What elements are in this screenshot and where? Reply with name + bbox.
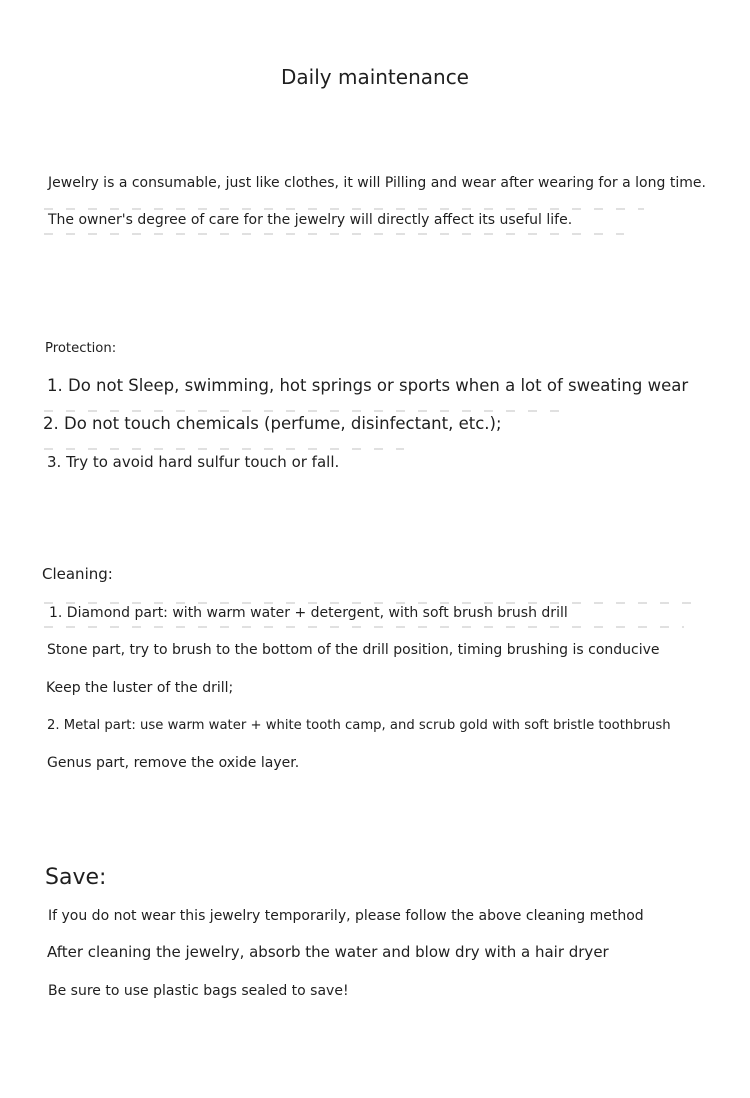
cleaning-line-1: 1. Diamond part: with warm water + detergent, with soft brush brush drill xyxy=(49,605,568,621)
cleaning-line-4: 2. Metal part: use warm water + white tooth camp, and scrub gold with soft bristle toothbrush xyxy=(47,718,671,733)
ghost-text-strip xyxy=(44,602,704,604)
cleaning-line-3: Keep the luster of the drill; xyxy=(46,680,234,696)
protection-item-1: 1. Do not Sleep, swimming, hot springs or sports when a lot of sweating wear xyxy=(47,376,689,395)
page-title: Daily maintenance xyxy=(281,65,469,89)
protection-heading: Protection: xyxy=(45,341,117,356)
protection-item-2: 2. Do not touch chemicals (perfume, disinfectant, etc.); xyxy=(43,414,502,433)
save-line-2: After cleaning the jewelry, absorb the water and blow dry with a hair dryer xyxy=(47,943,609,961)
cleaning-heading: Cleaning: xyxy=(42,565,113,583)
ghost-text-strip xyxy=(44,410,564,412)
ghost-text-strip xyxy=(44,448,404,450)
intro-line-1: Jewelry is a consumable, just like clothes, it will Pilling and wear after wearing for a long time. xyxy=(48,175,706,191)
save-line-3: Be sure to use plastic bags sealed to save! xyxy=(48,983,349,999)
protection-item-3: 3. Try to avoid hard sulfur touch or fall. xyxy=(47,453,340,471)
ghost-text-strip xyxy=(44,233,624,235)
cleaning-line-2: Stone part, try to brush to the bottom of the drill position, timing brushing is conducive xyxy=(47,642,660,658)
ghost-text-strip xyxy=(44,626,684,628)
ghost-text-strip xyxy=(44,208,644,210)
save-heading: Save: xyxy=(45,865,107,890)
save-line-1: If you do not wear this jewelry temporarily, please follow the above cleaning method xyxy=(48,908,644,924)
cleaning-line-5: Genus part, remove the oxide layer. xyxy=(47,755,300,771)
intro-line-2: The owner's degree of care for the jewelry will directly affect its useful life. xyxy=(48,212,573,228)
